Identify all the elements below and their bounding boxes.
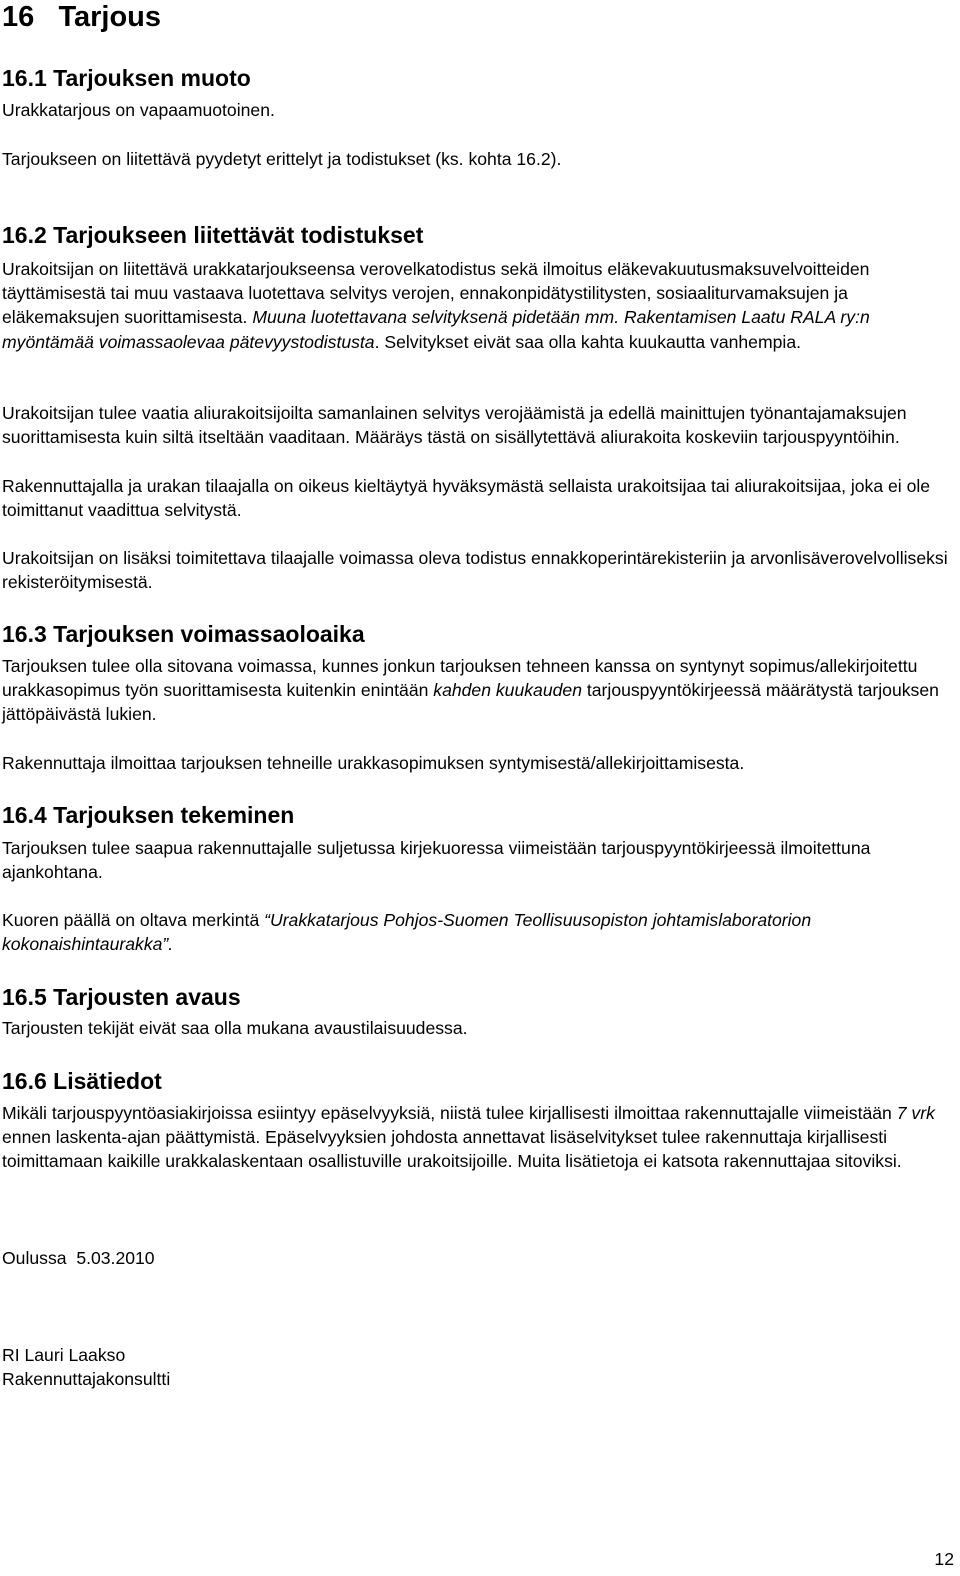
section-title: Tarjouksen muoto [53, 65, 251, 91]
section-number: 16.3 [2, 621, 47, 647]
paragraph: Urakkatarjous on vapaamuotoinen. [2, 100, 275, 120]
section-number: 16.1 [2, 65, 47, 91]
paragraph [2, 654, 954, 727]
chapter-number: 16 [2, 1, 35, 33]
section-heading-16-5 [2, 983, 241, 1011]
page-number: 12 [934, 1549, 954, 1569]
section-title: Tarjouksen voimassaoloaika [53, 621, 365, 647]
paragraph-text: ennen laskenta-ajan päättymistä. Epäselvyyksien johdosta annettavat lisäselvitykset tulee rakennuttaja kirjallisesti toimittamaan kaikille urakkalaskentaan osallistuville urakoitsijoille. Muita lisätietoja ei katsota rakennuttajaa sitoviksi. [2, 1127, 902, 1172]
paragraph: Urakoitsijan on lisäksi toimitettava tilaajalle voimassa oleva todistus ennakkoperintärekisteriin ja arvonlisäverovelvolliseksi rekisteröitymisestä. [2, 548, 948, 593]
section-heading-16-4 [2, 801, 294, 829]
paragraph: Tarjoukseen on liitettävä pyydetyt erittelyt ja todistukset (ks. kohta 16.2). [2, 149, 562, 169]
paragraph-italic-text: Muuna luotettavana selvityksenä pidetään mm. Rakentamisen Laatu RALA ry:n myöntämää voimassaolevaa pätevyystodistusta [2, 307, 870, 352]
paragraph-text: . Selvitykset eivät saa olla kahta kuukautta vanhempia. [374, 331, 801, 352]
paragraph-text: tarjouspyyntökirjeessä määrätystä tarjouksen jättöpäivästä lukien. [2, 680, 939, 725]
paragraph: Urakoitsijan tulee vaatia aliurakoitsijoilta samanlainen selvitys verojäämistä ja edellä mainittujen työnantajamaksujen suorittamisesta kuin siltä itseltään vaaditaan. Määräys tästä on sisällytettävä aliurakoita koskeviin tarjouspyyntöihin. [2, 403, 907, 448]
signer-title: Rakennuttajakonsultti [2, 1369, 171, 1389]
paragraph: Tarjousten tekijät eivät saa olla mukana avaustilaisuudessa. [2, 1018, 468, 1038]
paragraph [2, 1101, 954, 1174]
section-number: 16.4 [2, 802, 47, 828]
section-title: Lisätiedot [53, 1068, 162, 1094]
section-title: Tarjouksen tekeminen [53, 802, 295, 828]
section-number: 16.6 [2, 1068, 47, 1094]
paragraph: Tarjouksen tulee saapua rakennuttajalle suljetussa kirjekuoressa viimeistään tarjouspyyntökirjeessä ilmoitettuna ajankohtana. [2, 838, 871, 883]
paragraph-text: Tarjouksen tulee olla sitovana voimassa, kunnes jonkun tarjouksen tehneen kanssa on syntynyt sopimus/allekirjoitettu urakkasopimus työn suorittamisesta kuitenkin enintään [2, 656, 918, 701]
section-heading-16-1 [2, 64, 251, 92]
section-number: 16.5 [2, 984, 47, 1010]
section-title: Tarjousten avaus [53, 984, 241, 1010]
section-heading-16-2 [2, 221, 423, 249]
paragraph [2, 908, 954, 956]
paragraph-text: Urakoitsijan on liitettävä urakkatarjoukseensa verovelkatodistus sekä ilmoitus eläkevakuutusmaksuvelvoitteiden täyttämisestä tai muu vastaava luotettava selvitys verojen, ennakonpidätystilitysten, sosiaaliturvamaksujen ja eläkemaksujen suorittamisesta. [2, 259, 870, 328]
paragraph: Rakennuttajalla ja urakan tilaajalla on oikeus kieltäytyä hyväksymästä sellaista urakoitsijaa tai aliurakoitsijaa, joka ei ole toimittanut vaadittua selvitystä. [2, 476, 931, 521]
section-heading-16-6 [2, 1067, 162, 1095]
paragraph-italic-text: 7 vrk [896, 1103, 935, 1123]
section-title: Tarjoukseen liitettävät todistukset [53, 222, 424, 248]
signer-name: RI Lauri Laakso [2, 1345, 126, 1365]
paragraph [2, 257, 954, 354]
section-heading-16-3 [2, 620, 365, 648]
paragraph-italic-text: kahden kuukauden [433, 680, 582, 701]
paragraph-text: Mikäli tarjouspyyntöasiakirjoissa esiintyy epäselvyyksiä, niistä tulee kirjallisesti ilmoittaa rakennuttajalle viimeistään [2, 1103, 892, 1123]
section-number: 16.2 [2, 222, 47, 248]
paragraph-italic-text: “Urakkatarjous Pohjos-Suomen Teollisuusopiston johtamislaboratorion kokonaishintaurakka”. [2, 910, 812, 955]
place-and-date: Oulussa 5.03.2010 [2, 1248, 155, 1268]
paragraph-text: Kuoren päällä on oltava merkintä [2, 910, 260, 930]
chapter-title: Tarjous [58, 1, 162, 33]
chapter-heading [2, 0, 161, 34]
paragraph: Rakennuttaja ilmoittaa tarjouksen tehneille urakkasopimuksen syntymisestä/allekirjoittamisesta. [2, 753, 745, 773]
